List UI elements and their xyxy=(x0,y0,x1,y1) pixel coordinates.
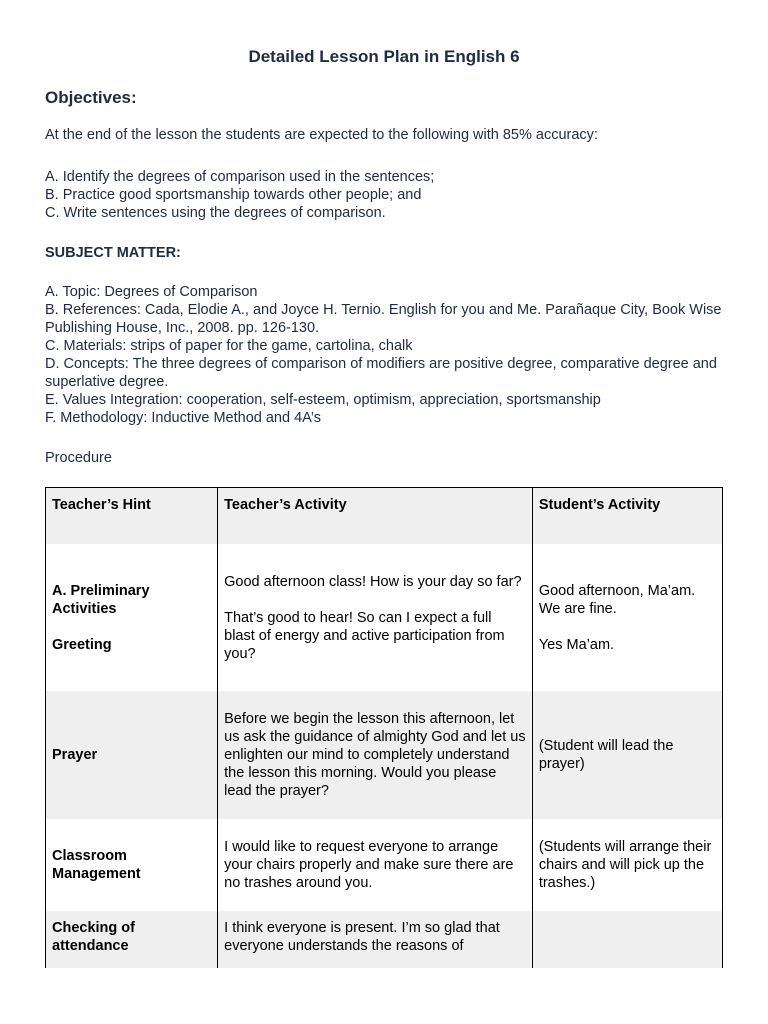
subject-matter-item: C. Materials: strips of paper for the game, cartolina, chalk xyxy=(45,338,413,354)
student-activity-cell xyxy=(532,544,722,691)
header-teachers-activity: Teacher’s Activity xyxy=(218,488,533,544)
student-prayer: (Student will lead the prayer) xyxy=(532,691,722,819)
table-header-row xyxy=(46,488,722,544)
header-students-activity: Student’s Activity xyxy=(532,488,722,544)
hint-prayer: Prayer xyxy=(46,691,218,819)
student-classroom: (Students will arrange their chairs and will pick up the trashes.) xyxy=(538,839,712,891)
subject-matter-item: A. Topic: Degrees of Comparison xyxy=(45,284,258,300)
table-row-attendance xyxy=(46,911,722,968)
student-greeting-2: Yes Ma’am. xyxy=(538,636,615,653)
hint-attendance: Checking of attendance xyxy=(46,911,218,968)
table-row-classroom xyxy=(46,819,722,911)
objectives-list xyxy=(45,168,434,222)
teacher-classroom: I would like to request everyone to arrange your chairs properly and make sure there are no trashes around you. xyxy=(218,819,533,911)
objective-item: A. Identify the degrees of comparison used in the sentences; xyxy=(45,169,435,185)
teacher-attendance: I think everyone is present. I’m so glad that everyone understands the reasons of xyxy=(218,911,533,968)
objective-item: B. Practice good sportsmanship towards other people; and xyxy=(45,187,422,203)
hint-greeting: Greeting xyxy=(52,636,112,653)
table-row-prayer xyxy=(46,691,722,819)
page-title: Detailed Lesson Plan in English 6 xyxy=(248,47,520,66)
hint-preliminary: A. Preliminary Activities xyxy=(52,582,150,617)
student-attendance xyxy=(532,911,722,968)
subject-matter-item: E. Values Integration: cooperation, self-esteem, optimism, appreciation, sportsmanship xyxy=(45,392,601,408)
objectives-intro: At the end of the lesson the students are expected to the following with 85% accuracy: xyxy=(45,127,598,143)
student-greeting-1: Good afternoon, Ma’am. We are fine. xyxy=(538,582,696,617)
objective-item: C. Write sentences using the degrees of comparison. xyxy=(45,205,386,221)
subject-matter-item: B. References: Cada, Elodie A., and Joyce H. Ternio. English for you and Me. Parañaque City, Book Wise Publishing House, Inc., 2008. pp. 126-130. xyxy=(45,302,722,336)
teacher-prayer: Before we begin the lesson this afternoon, let us ask the guidance of almighty God and let us enlighten our mind to completely understand the lesson this morning. Would you please lead the prayer? xyxy=(218,691,533,819)
subject-matter-item: D. Concepts: The three degrees of comparison of modifiers are positive degree, comparative degree and superlative degree. xyxy=(45,356,717,390)
table-row-greeting xyxy=(46,544,722,691)
procedure-label: Procedure xyxy=(45,450,112,466)
subject-matter-item: F. Methodology: Inductive Method and 4A’s xyxy=(45,410,321,426)
teacher-greeting-2: That’s good to hear! So can I expect a full blast of energy and active participation from you? xyxy=(224,609,505,662)
subject-matter-list xyxy=(45,283,723,427)
hint-cell xyxy=(46,544,218,691)
teacher-activity-cell xyxy=(218,544,533,691)
header-teachers-hint: Teacher’s Hint xyxy=(46,488,218,544)
procedure-table xyxy=(45,487,723,968)
subject-matter-heading: SUBJECT MATTER: xyxy=(45,245,181,261)
hint-classroom: Classroom Management xyxy=(46,819,218,911)
teacher-greeting-1: Good afternoon class! How is your day so far? xyxy=(224,573,522,590)
objectives-heading: Objectives: xyxy=(45,88,137,107)
